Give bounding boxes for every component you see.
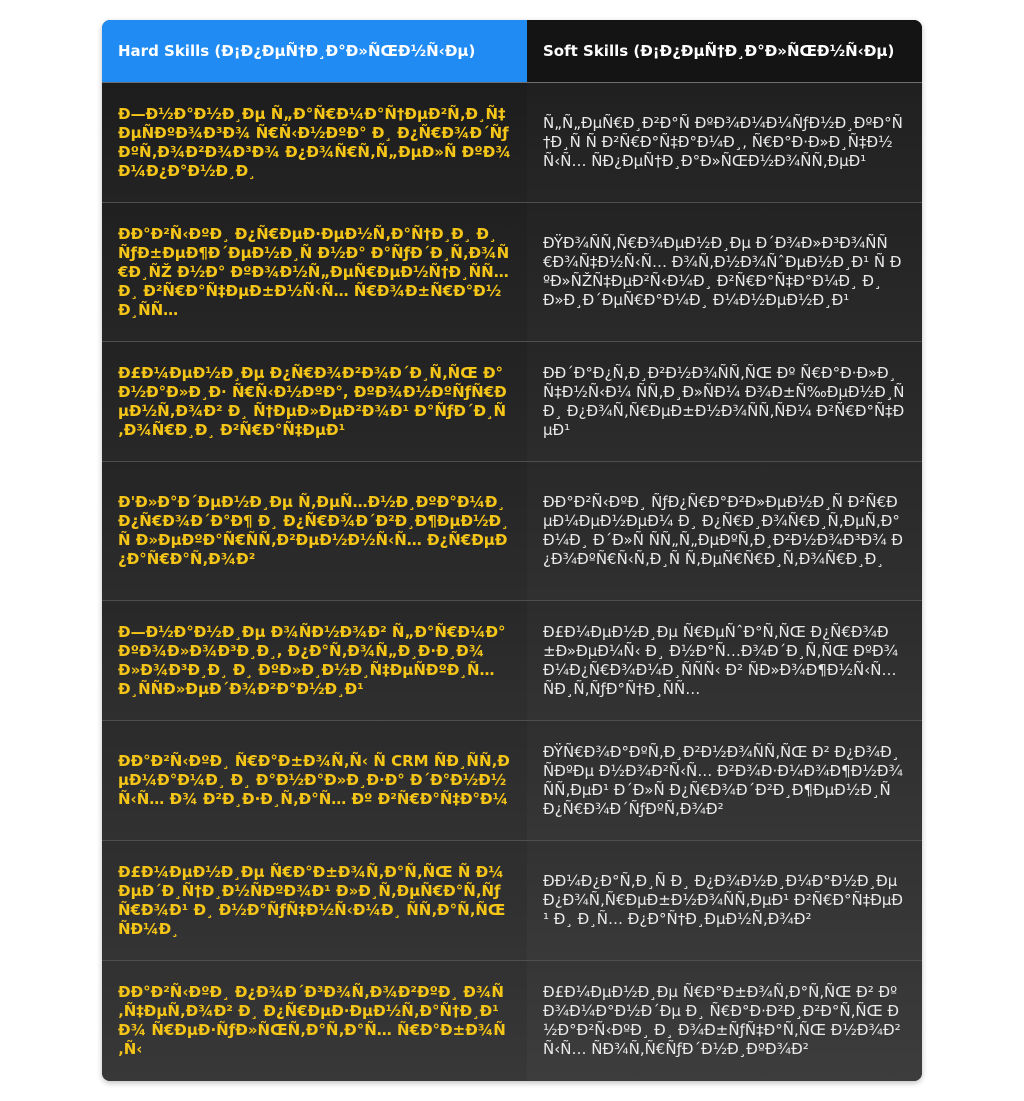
table-row xyxy=(102,203,922,342)
hard-skills-header: Hard Skills (Ð¡Ð¿ÐµÑ†Ð¸Ð°Ð»ÑŒÐ½Ñ‹Ðµ) xyxy=(102,20,527,82)
soft-skill-cell: Ñ„Ñ„ÐµÑ€Ð¸Ð²Ð°Ñ ÐºÐ¾Ð¼Ð¼ÑƒÐ½Ð¸ÐºÐ°Ñ†Ð¸Ñ Ñ Ð²Ñ€Ð°Ñ‡Ð°Ð¼Ð¸, Ñ€Ð°Ð·Ð»Ð¸Ñ‡Ð½Ñ‹Ñ… ÑÐ¿ÐµÑ†Ð¸Ð°Ð»ÑŒÐ½Ð¾ÑÑ‚ÐµÐ¹ xyxy=(543,114,903,170)
soft-skill-cell: ÐÐ°Ð²Ñ‹ÐºÐ¸ ÑƒÐ¿Ñ€Ð°Ð²Ð»ÐµÐ½Ð¸Ñ Ð²Ñ€ÐµÐ¼ÐµÐ½ÐµÐ¼ Ð¸ Ð¿Ñ€Ð¸Ð¾Ñ€Ð¸Ñ‚ÐµÑ‚Ð°Ð¼Ð¸ Ð´Ð»Ñ ÑÑ„Ñ„ÐµÐºÑ‚Ð¸Ð²Ð½Ð¾Ð³Ð¾ Ð¿Ð¾ÐºÑ€Ñ‹Ñ‚Ð¸Ñ Ñ‚ÐµÑ€Ñ€Ð¸Ñ‚Ð¾Ñ€Ð¸Ð¸ xyxy=(543,493,904,568)
hard-skill-cell: Ð—Ð½Ð°Ð½Ð¸Ðµ Ð¾ÑÐ½Ð¾Ð² Ñ„Ð°Ñ€Ð¼Ð°ÐºÐ¾Ð»Ð¾Ð³Ð¸Ð¸, Ð¿Ð°Ñ‚Ð¾Ñ„Ð¸Ð·Ð¸Ð¾Ð»Ð¾Ð³Ð¸Ð¸ Ð¸ ÐºÐ»Ð¸Ð½Ð¸Ñ‡ÐµÑÐºÐ¸Ñ… Ð¸ÑÑÐ»ÐµÐ´Ð¾Ð²Ð°Ð½Ð¸Ð¹ xyxy=(102,601,527,720)
table-row xyxy=(102,721,922,841)
table-header-row xyxy=(102,20,922,82)
hard-skill-cell: ÐÐ°Ð²Ñ‹ÐºÐ¸ Ð¿Ð¾Ð´Ð³Ð¾Ñ‚Ð¾Ð²ÐºÐ¸ Ð¾Ñ‚Ñ‡ÐµÑ‚Ð¾Ð² Ð¸ Ð¿Ñ€ÐµÐ·ÐµÐ½Ñ‚Ð°Ñ†Ð¸Ð¹ Ð¾ Ñ€ÐµÐ·ÑƒÐ»ÑŒÑ‚Ð°Ñ‚Ð°Ñ… Ñ€Ð°Ð±Ð¾Ñ‚Ñ‹ xyxy=(102,961,527,1081)
table-row xyxy=(102,841,922,961)
table-row xyxy=(102,342,922,462)
soft-skill-cell: ÐÐ¼Ð¿Ð°Ñ‚Ð¸Ñ Ð¸ Ð¿Ð¾Ð½Ð¸Ð¼Ð°Ð½Ð¸Ðµ Ð¿Ð¾Ñ‚Ñ€ÐµÐ±Ð½Ð¾ÑÑ‚ÐµÐ¹ Ð²Ñ€Ð°Ñ‡ÐµÐ¹ Ð¸ Ð¸Ñ… Ð¿Ð°Ñ†Ð¸ÐµÐ½Ñ‚Ð¾Ð² xyxy=(543,872,903,928)
hard-skill-cell: ÐÐ°Ð²Ñ‹ÐºÐ¸ Ð¿Ñ€ÐµÐ·ÐµÐ½Ñ‚Ð°Ñ†Ð¸Ð¸ Ð¸ ÑƒÐ±ÐµÐ¶Ð´ÐµÐ½Ð¸Ñ Ð½Ð° Ð°ÑƒÐ´Ð¸Ñ‚Ð¾Ñ€Ð¸ÑŽ Ð½Ð° ÐºÐ¾Ð½Ñ„ÐµÑ€ÐµÐ½Ñ†Ð¸ÑÑ… Ð¸ Ð²Ñ€Ð°Ñ‡ÐµÐ±Ð½Ñ‹Ñ… Ñ€Ð¾Ð±Ñ€Ð°Ð½Ð¸ÑÑ… xyxy=(102,203,527,341)
skills-table xyxy=(102,20,922,1081)
hard-skill-cell: Ð£Ð¼ÐµÐ½Ð¸Ðµ Ð¿Ñ€Ð¾Ð²Ð¾Ð´Ð¸Ñ‚ÑŒ Ð°Ð½Ð°Ð»Ð¸Ð· Ñ€Ñ‹Ð½ÐºÐ°, ÐºÐ¾Ð½ÐºÑƒÑ€ÐµÐ½Ñ‚Ð¾Ð² Ð¸ Ñ†ÐµÐ»ÐµÐ²Ð¾Ð¹ Ð°ÑƒÐ´Ð¸Ñ‚Ð¾Ñ€Ð¸Ð¸ Ð²Ñ€Ð°Ñ‡ÐµÐ¹ xyxy=(102,342,527,461)
table-row xyxy=(102,961,922,1081)
soft-skill-cell: ÐÐ´Ð°Ð¿Ñ‚Ð¸Ð²Ð½Ð¾ÑÑ‚ÑŒ Ðº Ñ€Ð°Ð·Ð»Ð¸Ñ‡Ð½Ñ‹Ð¼ ÑÑ‚Ð¸Ð»ÑÐ¼ Ð¾Ð±Ñ‰ÐµÐ½Ð¸Ñ Ð¸ Ð¿Ð¾Ñ‚Ñ€ÐµÐ±Ð½Ð¾ÑÑ‚ÑÐ¼ Ð²Ñ€Ð°Ñ‡ÐµÐ¹ xyxy=(543,363,905,439)
soft-skills-header: Soft Skills (Ð¡Ð¿ÐµÑ†Ð¸Ð°Ð»ÑŒÐ½Ñ‹Ðµ) xyxy=(527,20,922,82)
table-row xyxy=(102,83,922,203)
soft-skill-cell: ÐŸÐ¾ÑÑ‚Ñ€Ð¾ÐµÐ½Ð¸Ðµ Ð´Ð¾Ð»Ð³Ð¾ÑÑ€Ð¾Ñ‡Ð½Ñ‹Ñ… Ð¾Ñ‚Ð½Ð¾ÑˆÐµÐ½Ð¸Ð¹ Ñ ÐºÐ»ÑŽÑ‡ÐµÐ²Ñ‹Ð¼Ð¸ Ð²Ñ€Ð°Ñ‡Ð°Ð¼Ð¸ Ð¸ Ð»Ð¸Ð´ÐµÑ€Ð°Ð¼Ð¸ Ð¼Ð½ÐµÐ½Ð¸Ð¹ xyxy=(543,234,902,309)
table-row xyxy=(102,601,922,721)
soft-skill-cell: ÐŸÑ€Ð¾Ð°ÐºÑ‚Ð¸Ð²Ð½Ð¾ÑÑ‚ÑŒ Ð² Ð¿Ð¾Ð¸ÑÐºÐµ Ð½Ð¾Ð²Ñ‹Ñ… Ð²Ð¾Ð·Ð¼Ð¾Ð¶Ð½Ð¾ÑÑ‚ÐµÐ¹ Ð´Ð»Ñ Ð¿Ñ€Ð¾Ð´Ð²Ð¸Ð¶ÐµÐ½Ð¸Ñ Ð¿Ñ€Ð¾Ð´ÑƒÐºÑ‚Ð¾Ð² xyxy=(543,742,904,818)
soft-skill-cell: Ð£Ð¼ÐµÐ½Ð¸Ðµ Ñ€Ð°Ð±Ð¾Ñ‚Ð°Ñ‚ÑŒ Ð² ÐºÐ¾Ð¼Ð°Ð½Ð´Ðµ Ð¸ Ñ€Ð°Ð·Ð²Ð¸Ð²Ð°Ñ‚ÑŒ Ð½Ð°Ð²Ñ‹ÐºÐ¸ Ð¸ Ð¾Ð±ÑƒÑ‡Ð°Ñ‚ÑŒ Ð½Ð¾Ð²Ñ‹Ñ… ÑÐ¾Ñ‚Ñ€ÑƒÐ´Ð½Ð¸ÐºÐ¾Ð² xyxy=(543,983,901,1058)
table-row xyxy=(102,462,922,601)
hard-skill-cell: Ð£Ð¼ÐµÐ½Ð¸Ðµ Ñ€Ð°Ð±Ð¾Ñ‚Ð°Ñ‚ÑŒ Ñ Ð¼ÐµÐ´Ð¸Ñ†Ð¸Ð½ÑÐºÐ¾Ð¹ Ð»Ð¸Ñ‚ÐµÑ€Ð°Ñ‚ÑƒÑ€Ð¾Ð¹ Ð¸ Ð½Ð°ÑƒÑ‡Ð½Ñ‹Ð¼Ð¸ ÑÑ‚Ð°Ñ‚ÑŒÑÐ¼Ð¸ xyxy=(102,841,527,960)
hard-skill-cell: Ð'Ð»Ð°Ð´ÐµÐ½Ð¸Ðµ Ñ‚ÐµÑ…Ð½Ð¸ÐºÐ°Ð¼Ð¸ Ð¿Ñ€Ð¾Ð´Ð°Ð¶ Ð¸ Ð¿Ñ€Ð¾Ð´Ð²Ð¸Ð¶ÐµÐ½Ð¸Ñ Ð»ÐµÐºÐ°Ñ€ÑÑ‚Ð²ÐµÐ½Ð½Ñ‹Ñ… Ð¿Ñ€ÐµÐ¿Ð°Ñ€Ð°Ñ‚Ð¾Ð² xyxy=(102,462,527,600)
hard-skill-cell: ÐÐ°Ð²Ñ‹ÐºÐ¸ Ñ€Ð°Ð±Ð¾Ñ‚Ñ‹ Ñ CRM ÑÐ¸ÑÑ‚ÐµÐ¼Ð°Ð¼Ð¸ Ð¸ Ð°Ð½Ð°Ð»Ð¸Ð·Ð° Ð´Ð°Ð½Ð½Ñ‹Ñ… Ð¾ Ð²Ð¸Ð·Ð¸Ñ‚Ð°Ñ… Ðº Ð²Ñ€Ð°Ñ‡Ð°Ð¼ xyxy=(102,721,527,840)
hard-skill-cell: Ð—Ð½Ð°Ð½Ð¸Ðµ Ñ„Ð°Ñ€Ð¼Ð°Ñ†ÐµÐ²Ñ‚Ð¸Ñ‡ÐµÑÐºÐ¾Ð³Ð¾ Ñ€Ñ‹Ð½ÐºÐ° Ð¸ Ð¿Ñ€Ð¾Ð´ÑƒÐºÑ‚Ð¾Ð²Ð¾Ð³Ð¾ Ð¿Ð¾Ñ€Ñ‚Ñ„ÐµÐ»Ñ ÐºÐ¾Ð¼Ð¿Ð°Ð½Ð¸Ð¸ xyxy=(102,83,527,202)
soft-skill-cell: Ð£Ð¼ÐµÐ½Ð¸Ðµ Ñ€ÐµÑˆÐ°Ñ‚ÑŒ Ð¿Ñ€Ð¾Ð±Ð»ÐµÐ¼Ñ‹ Ð¸ Ð½Ð°Ñ…Ð¾Ð´Ð¸Ñ‚ÑŒ ÐºÐ¾Ð¼Ð¿Ñ€Ð¾Ð¼Ð¸ÑÑÑ‹ Ð² ÑÐ»Ð¾Ð¶Ð½Ñ‹Ñ… ÑÐ¸Ñ‚ÑƒÐ°Ñ†Ð¸ÑÑ… xyxy=(543,622,899,698)
